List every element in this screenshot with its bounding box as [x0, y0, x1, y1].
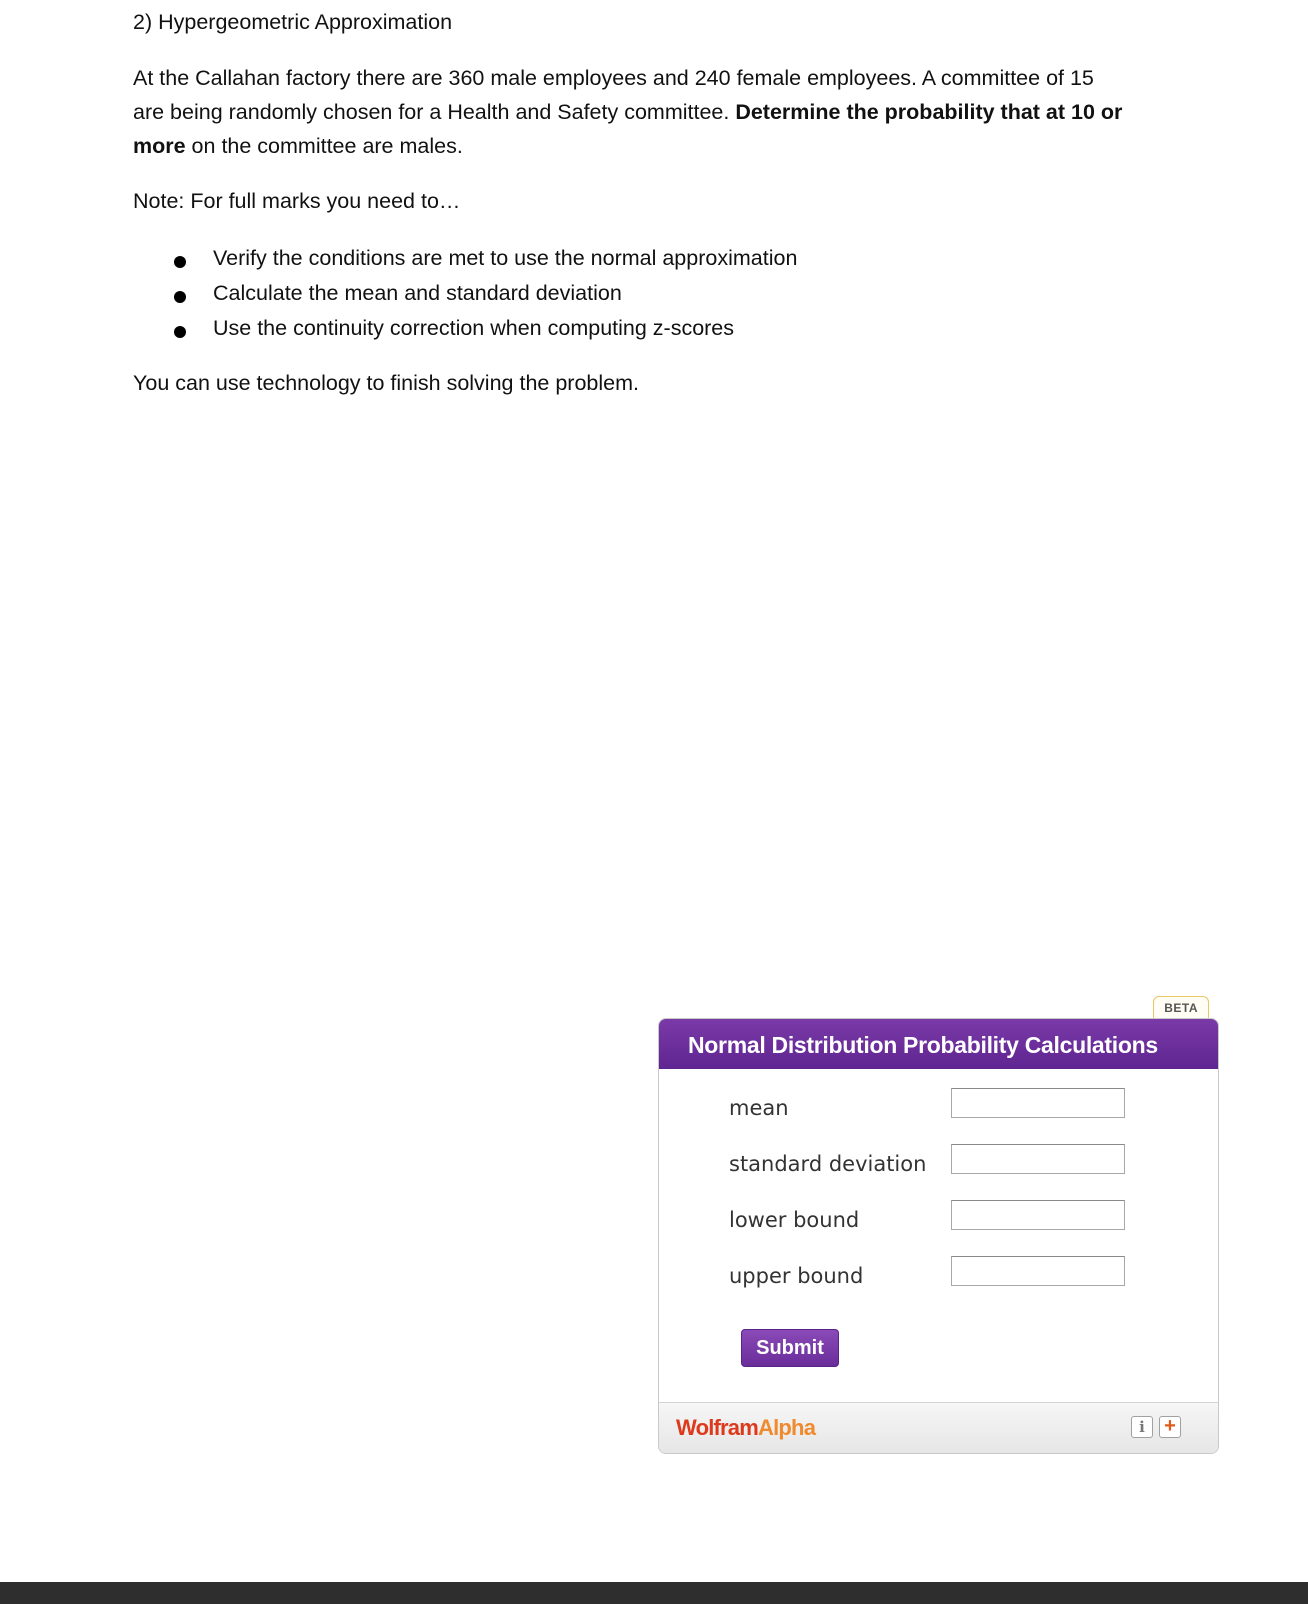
- bullet-icon: [174, 291, 186, 303]
- beta-badge: BETA: [1153, 996, 1209, 1019]
- standard-deviation-label: standard deviation: [729, 1152, 927, 1176]
- lower-bound-input[interactable]: [951, 1200, 1125, 1230]
- bottom-bar: [0, 1582, 1308, 1604]
- widget-footer: [659, 1402, 1218, 1453]
- submit-button[interactable]: Submit: [741, 1329, 839, 1367]
- standard-deviation-input[interactable]: [951, 1144, 1125, 1174]
- upper-bound-label: upper bound: [729, 1264, 864, 1288]
- question-paragraph-line-3: [133, 134, 463, 159]
- question-heading: 2) Hypergeometric Approximation: [133, 10, 453, 34]
- logo-text-alpha: Alpha: [758, 1415, 816, 1440]
- lower-bound-label: lower bound: [729, 1208, 860, 1232]
- logo-text-wolfram: Wolfram: [676, 1415, 759, 1440]
- list-item: Verify the conditions are met to use the normal approximation: [213, 246, 798, 270]
- wolfram-widget: [658, 996, 1219, 1456]
- list-item: Use the continuity correction when computing z-scores: [213, 316, 735, 340]
- question-paragraph-line-2: [133, 100, 1122, 125]
- question-emphasis: Determine the probability that at 10 or: [735, 100, 1123, 124]
- widget-title: Normal Distribution Probability Calculations: [659, 1019, 1218, 1069]
- bullet-icon: [174, 256, 186, 268]
- info-icon[interactable]: i: [1131, 1416, 1153, 1438]
- upper-bound-input[interactable]: [951, 1256, 1125, 1286]
- list-item: Calculate the mean and standard deviation: [213, 281, 622, 305]
- add-icon[interactable]: +: [1159, 1416, 1181, 1438]
- question-text: on the committee are males.: [185, 134, 463, 158]
- mean-label: mean: [729, 1096, 789, 1120]
- mean-input[interactable]: [951, 1088, 1125, 1118]
- question-text: are being randomly chosen for a Health and Safety committee.: [133, 100, 736, 124]
- bullet-icon: [174, 326, 186, 338]
- question-paragraph-line-1: At the Callahan factory there are 360 male employees and 240 female employees. A committee of 15: [133, 66, 1094, 90]
- widget-panel: [658, 1018, 1219, 1454]
- question-emphasis: more: [133, 134, 186, 158]
- note-text: Note: For full marks you need to…: [133, 189, 461, 213]
- closing-text: You can use technology to finish solving the problem.: [133, 371, 639, 395]
- wolframalpha-logo[interactable]: [676, 1415, 815, 1441]
